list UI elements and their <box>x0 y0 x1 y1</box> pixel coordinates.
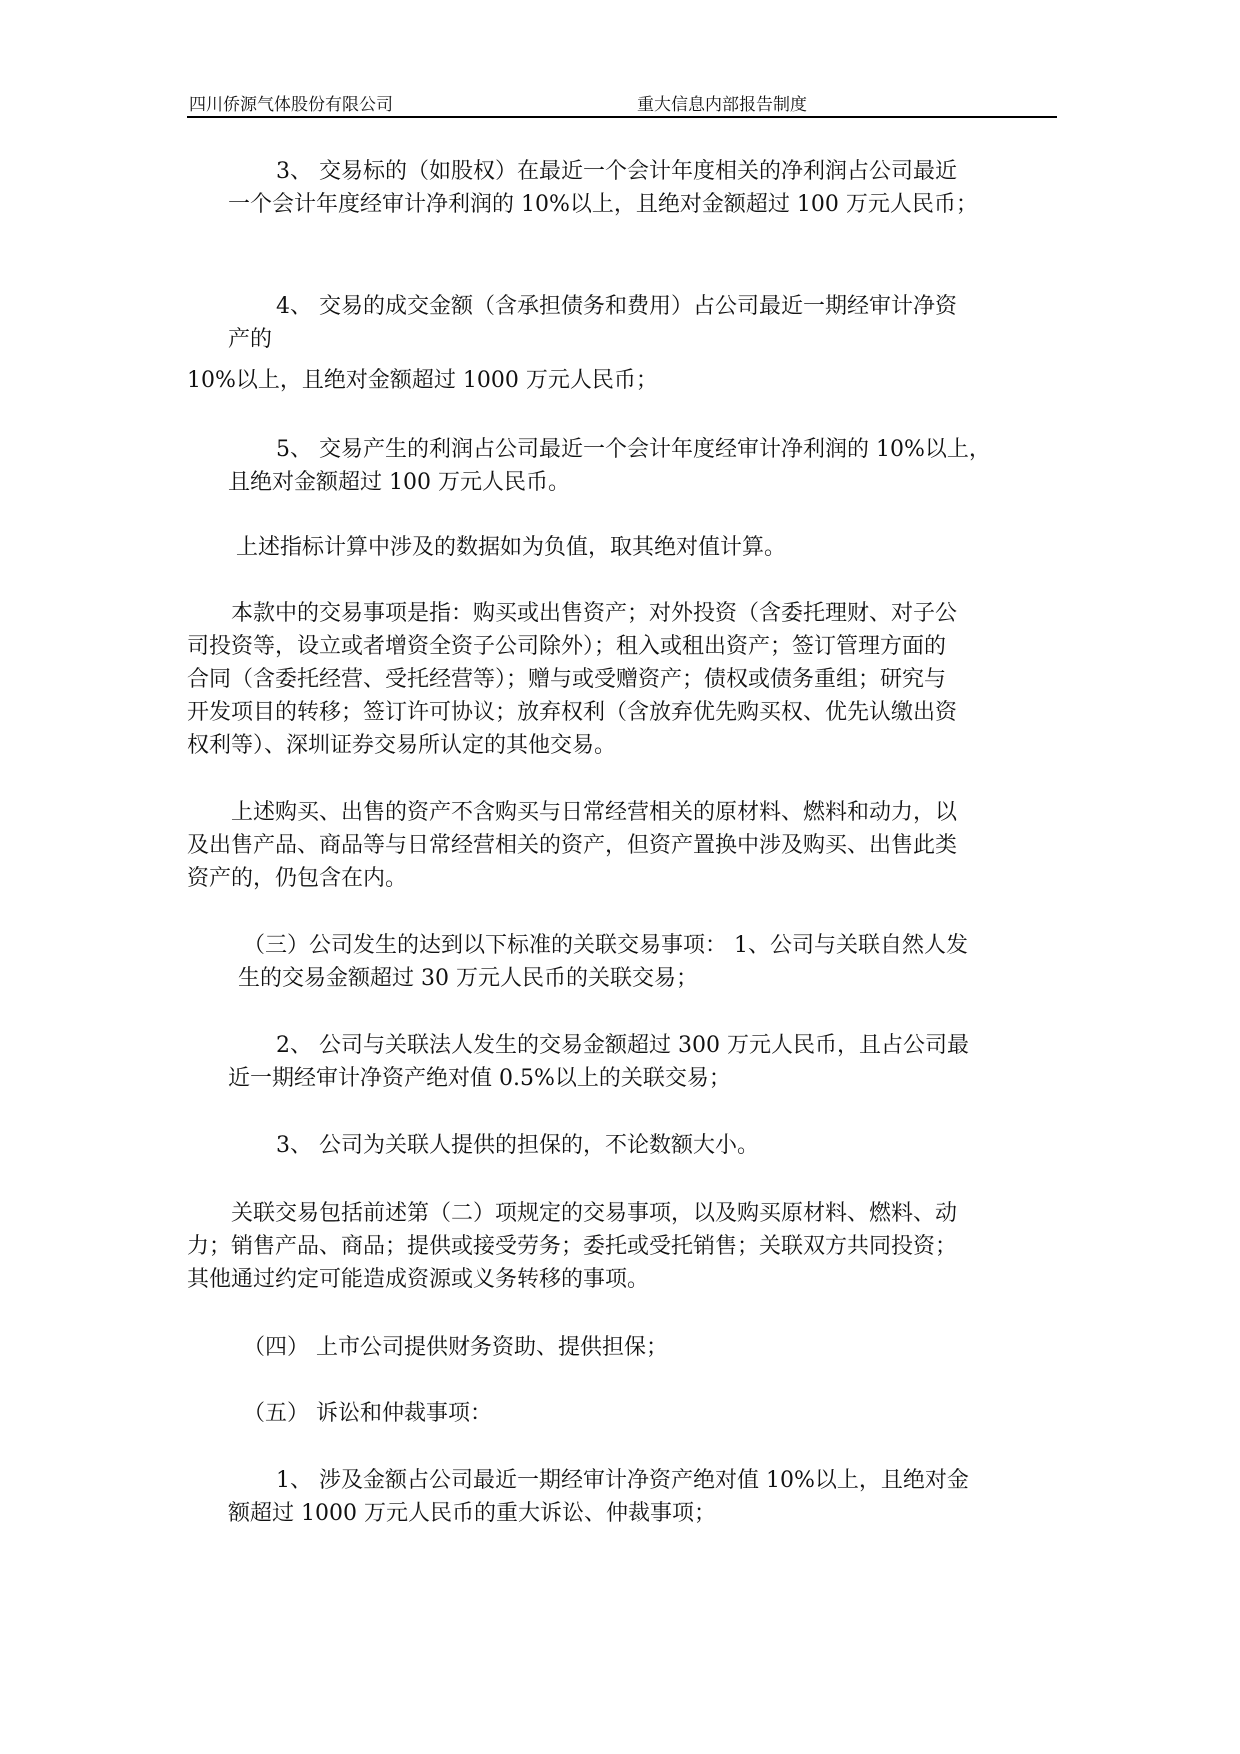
header-doc-title: 重大信息内部报告制度 <box>637 95 807 115</box>
paragraph-line: （三）公司发生的达到以下标准的关联交易事项： 1、公司与关联自然人发 <box>243 933 968 958</box>
paragraph-line: 产的 <box>228 327 273 352</box>
paragraph-line: 资产的，仍包含在内。 <box>187 866 408 891</box>
paragraph-line: 近一期经审计净资产绝对值 0.5%以上的关联交易； <box>228 1066 731 1091</box>
paragraph-line: 上述指标计算中涉及的数据如为负值，取其绝对值计算。 <box>236 535 787 560</box>
paragraph-line: 及出售产品、商品等与日常经营相关的资产，但资产置换中涉及购买、出售此类 <box>187 833 958 858</box>
paragraph-line: 一个会计年度经审计净利润的 10%以上，且绝对金额超过 100 万元人民币； <box>228 192 978 217</box>
header-company: 四川侨源气体股份有限公司 <box>189 95 393 115</box>
paragraph-line: 上述购买、出售的资产不含购买与日常经营相关的原材料、燃料和动力，以 <box>231 800 958 825</box>
paragraph-line: 合同（含委托经营、受托经营等）；赠与或受赠资产；债权或债务重组；研究与 <box>187 667 947 692</box>
paragraph-line: 权利等）、深圳证券交易所认定的其他交易。 <box>187 733 617 758</box>
paragraph-line: 3、 交易标的（如股权）在最近一个会计年度相关的净利润占公司最近 <box>276 159 957 184</box>
paragraph-line: 5、 交易产生的利润占公司最近一个会计年度经审计净利润的 10%以上， <box>276 437 991 462</box>
paragraph-line: 关联交易包括前述第（二）项规定的交易事项，以及购买原材料、燃料、动 <box>231 1201 958 1226</box>
paragraph-line: 其他通过约定可能造成资源或义务转移的事项。 <box>187 1267 650 1292</box>
paragraph-line: 力；销售产品、商品；提供或接受劳务；委托或受托销售；关联双方共同投资； <box>187 1234 958 1259</box>
paragraph-line: 开发项目的转移；签订许可协议；放弃权利（含放弃优先购买权、优先认缴出资 <box>187 700 958 725</box>
paragraph-line: 1、 涉及金额占公司最近一期经审计净资产绝对值 10%以上，且绝对金 <box>276 1468 969 1493</box>
paragraph-line: （四） 上市公司提供财务资助、提供担保； <box>243 1335 668 1360</box>
paragraph-line: 司投资等，设立或者增资全资子公司除外）；租入或租出资产；签订管理方面的 <box>187 634 947 659</box>
paragraph-line: 10%以上，且绝对金额超过 1000 万元人民币； <box>187 368 658 393</box>
paragraph-line: 本款中的交易事项是指：购买或出售资产；对外投资（含委托理财、对子公 <box>231 601 958 626</box>
paragraph-line: 生的交易金额超过 30 万元人民币的关联交易； <box>238 966 698 991</box>
paragraph-line: 4、 交易的成交金额（含承担债务和费用）占公司最近一期经审计净资 <box>276 294 957 319</box>
paragraph-line: （五） 诉讼和仲裁事项： <box>243 1401 492 1426</box>
paragraph-line: 2、 公司与关联法人发生的交易金额超过 300 万元人民币，且占公司最 <box>276 1033 969 1058</box>
paragraph-line: 额超过 1000 万元人民币的重大诉讼、仲裁事项； <box>228 1501 716 1526</box>
page-header <box>187 86 1057 118</box>
paragraph-line: 且绝对金额超过 100 万元人民币。 <box>228 470 570 495</box>
paragraph-line: 3、 公司为关联人提供的担保的，不论数额大小。 <box>276 1133 759 1158</box>
